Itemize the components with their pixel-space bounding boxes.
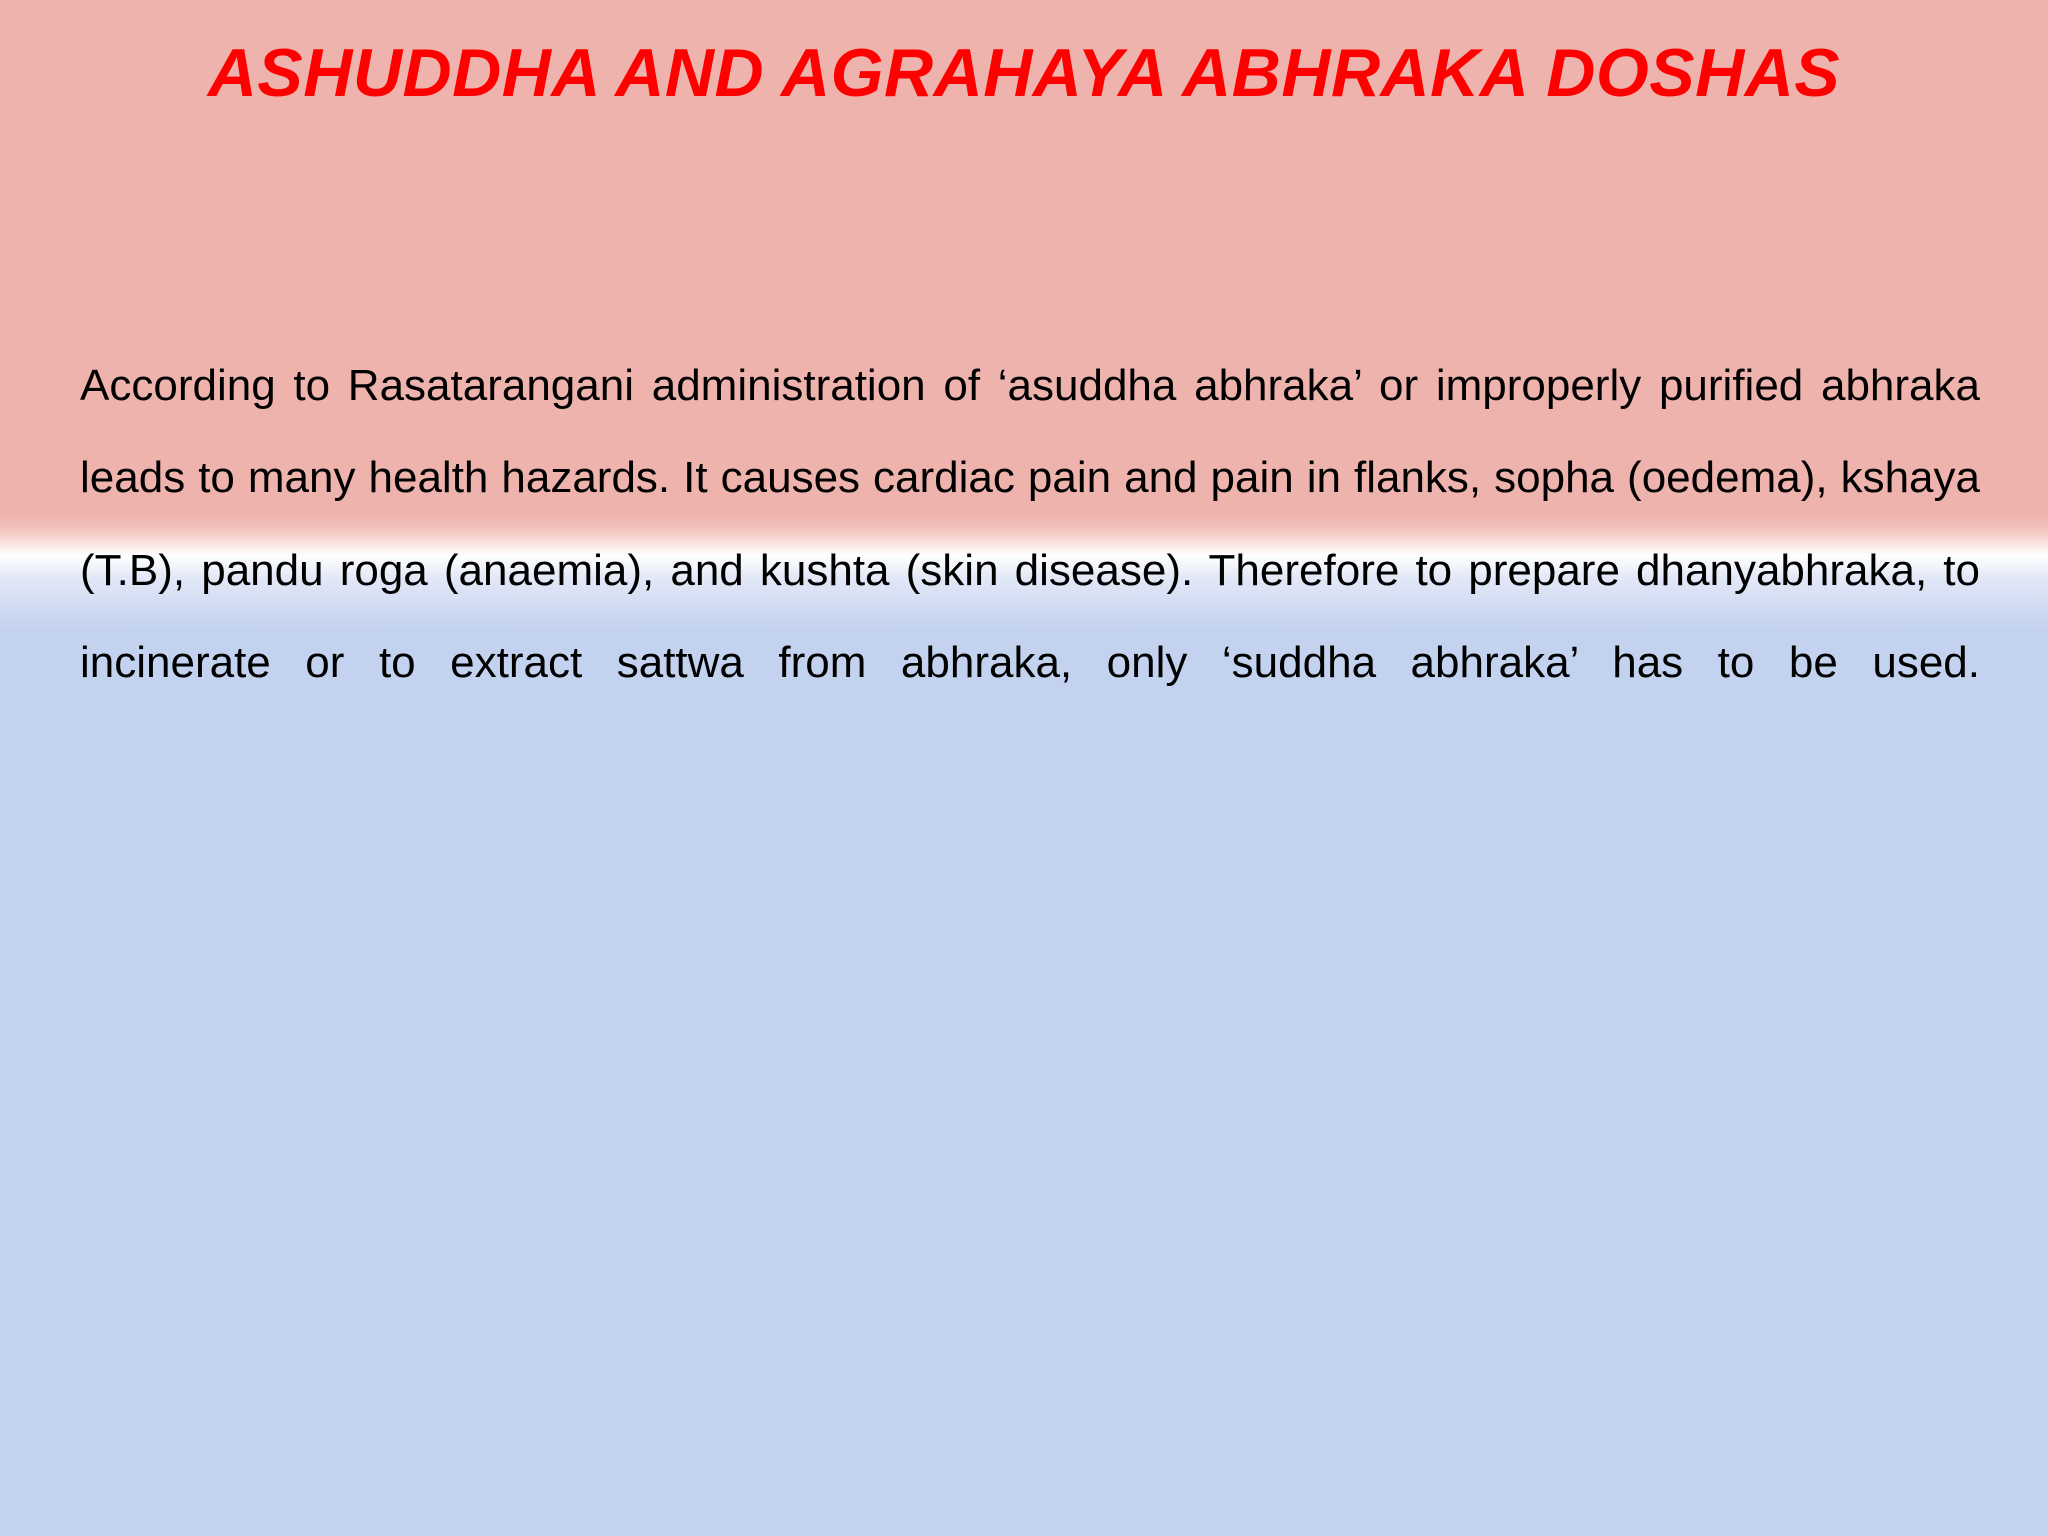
slide-body-paragraph: According to Rasatarangani administration of ‘asuddha abhraka’ or improperly purified abhraka leads to many health hazards. It causes cardiac pain and pain in flanks, sopha (oedema), kshaya (T.B), pandu roga (anaemia), and kushta (skin disease). Therefore to prepare dhanyabhraka, to incinerate or to extract sattwa from abhraka, only ‘suddha abhraka’ has to be used. <box>80 361 1980 688</box>
slide-title: ASHUDDHA AND AGRAHAYA ABHRAKA DOSHAS <box>207 35 1841 111</box>
